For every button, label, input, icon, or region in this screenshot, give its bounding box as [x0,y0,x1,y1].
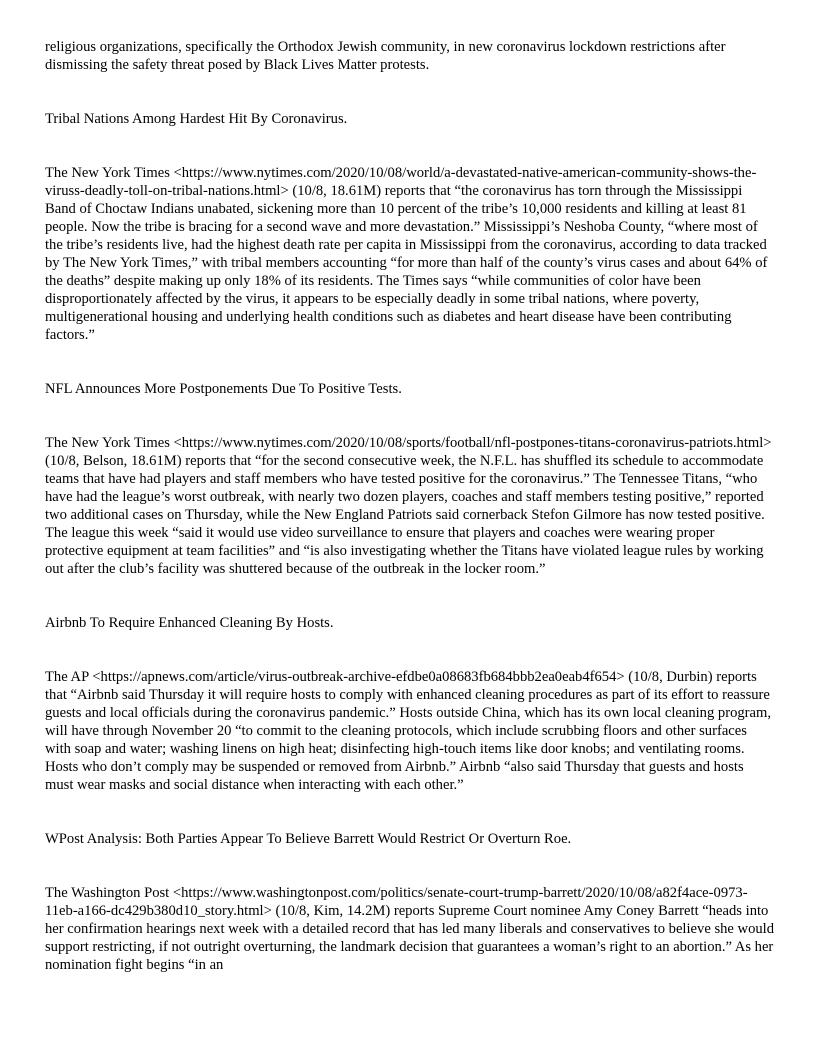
headline-wpost-barrett: WPost Analysis: Both Parties Appear To Believe Barrett Would Restrict Or Overturn Roe. [45,831,572,847]
headline-nfl-postponements: NFL Announces More Postponements Due To Positive Tests. [45,381,402,397]
document-page [45,38,775,1010]
body-paragraph-continuation: religious organizations, specifically the Orthodox Jewish community, in new coronavirus lockdown restrictions after dismissing the safety threat posed by Black Lives Matter protests. [45,39,726,73]
body-paragraph-barrett: The Washington Post <https://www.washingtonpost.com/politics/senate-court-trump-barrett/2020/10/08/a82f4ace-0973-11eb-a166-dc429b380d10_story.html> (10/8, Kim, 14.2M) reports Supreme Court nominee Amy Coney Barrett “heads into her confirmation hearings next week with a detailed record that has led many liberals and conservatives to believe she would support restricting, if not outright overturning, the landmark decision that guarantees a woman’s right to an abortion.” As her nomination fight begins “in an [45,885,775,973]
body-paragraph-nfl: The New York Times <https://www.nytimes.com/2020/10/08/sports/football/nfl-postpones-titans-coronavirus-patriots.html> (10/8, Belson, 18.61M) reports that “for the second consecutive week, the N.F.L. has shuffled its schedule to accommodate teams that have had players and staff members who have tested positive for the coronavirus.” The Tennessee Titans, “who have had the league’s worst outbreak, with nearly two dozen players, coaches and staff members testing positive,” reported two additional cases on Thursday, while the New England Patriots said cornerback Stefon Gilmore has now tested positive. The league this week “said it would use video surveillance to ensure that players and coaches were wearing proper protective equipment at team facilities” and “is also investigating whether the Titans have violated league rules by working out after the club’s facility was shuttered because of the outbreak in the locker room.” [45,435,772,577]
body-paragraph-tribal-nations: The New York Times <https://www.nytimes.com/2020/10/08/world/a-devastated-native-american-community-shows-the-viruss-deadly-toll-on-tribal-nations.html> (10/8, 18.61M) reports that “the coronavirus has torn through the Mississippi Band of Choctaw Indians unabated, sickening more than 10 percent of the tribe’s 10,000 residents and killing at least 81 people. Now the tribe is bracing for a second wave and more devastation.” Mississippi’s Neshoba County, “where most of the tribe’s residents live, had the highest death rate per capita in Mississippi from the coronavirus, according to data tracked by The New York Times,” with tribal members accounting “for more than half of the county’s virus cases and about 64% of the deaths” despite making up only 18% of its residents. The Times says “while communities of color have been disproportionately affected by the virus, it appears to be especially deadly in some tribal nations, where poverty, multigenerational housing and underlying health conditions such as diabetes and heart disease have been contributing factors.” [45,165,768,343]
body-paragraph-airbnb: The AP <https://apnews.com/article/virus-outbreak-archive-efdbe0a08683fb684bbb2ea0eab4f654> (10/8, Durbin) reports that “Airbnb said Thursday it will require hosts to comply with enhanced cleaning procedures as part of its effort to reassure guests and local officials during the coronavirus pandemic.” Hosts outside China, which has its own local cleaning program, will have through November 20 “to commit to the cleaning protocols, which include scrubbing floors and other surfaces with soap and water; washing linens on high heat; disinfecting high-touch items like door knobs; and ventilating rooms. Hosts who don’t comply may be suspended or removed from Airbnb.” Airbnb “also said Thursday that guests and hosts must wear masks and social distance when interacting with each other.” [45,669,772,793]
headline-airbnb-cleaning: Airbnb To Require Enhanced Cleaning By Hosts. [45,615,334,631]
headline-tribal-nations: Tribal Nations Among Hardest Hit By Coronavirus. [45,111,348,127]
